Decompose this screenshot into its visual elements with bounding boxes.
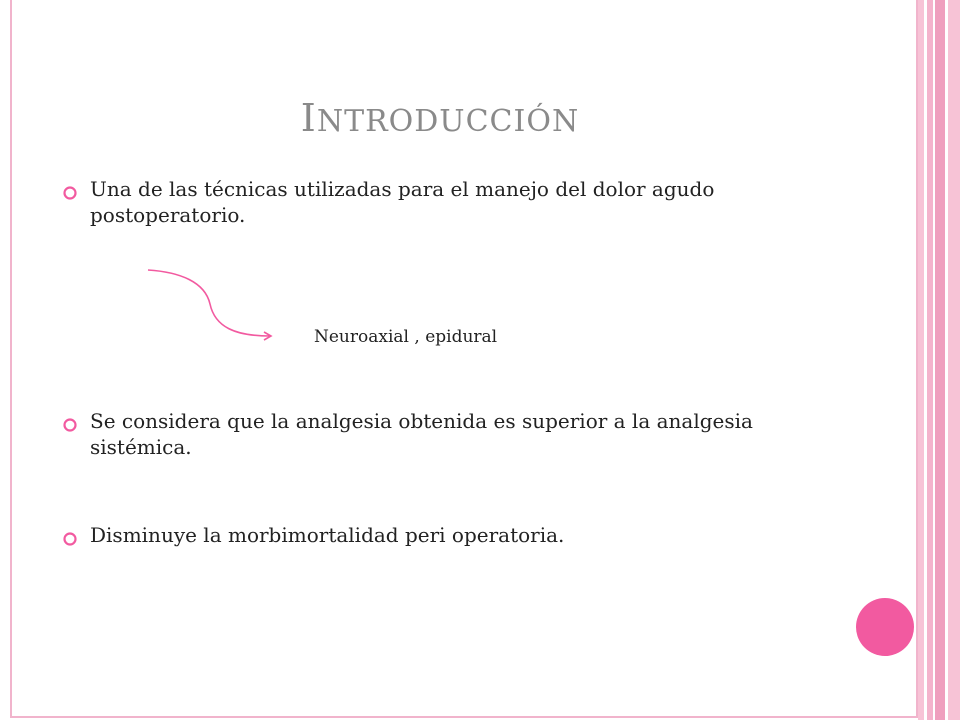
- bullet-text: Una de las técnicas utilizadas para el manejo del dolor agudo postoperatorio.: [90, 177, 715, 227]
- slide-title: INTRODUCCIÓN: [300, 96, 580, 140]
- bullet-text: Disminuye la morbimortalidad peri operatoria.: [90, 523, 565, 547]
- sub-note: Neuroaxial , epidural: [314, 327, 498, 347]
- bullet-text: Se considera que la analgesia obtenida es superior a la analgesia sistémica.: [90, 409, 753, 459]
- circle-bullet-icon: [62, 531, 78, 547]
- circle-bullet-icon: [62, 417, 78, 433]
- curved-arrow-icon: [140, 262, 290, 352]
- decorative-stripes: [918, 0, 960, 720]
- decorative-circle: [856, 598, 914, 656]
- circle-bullet-icon: [62, 185, 78, 201]
